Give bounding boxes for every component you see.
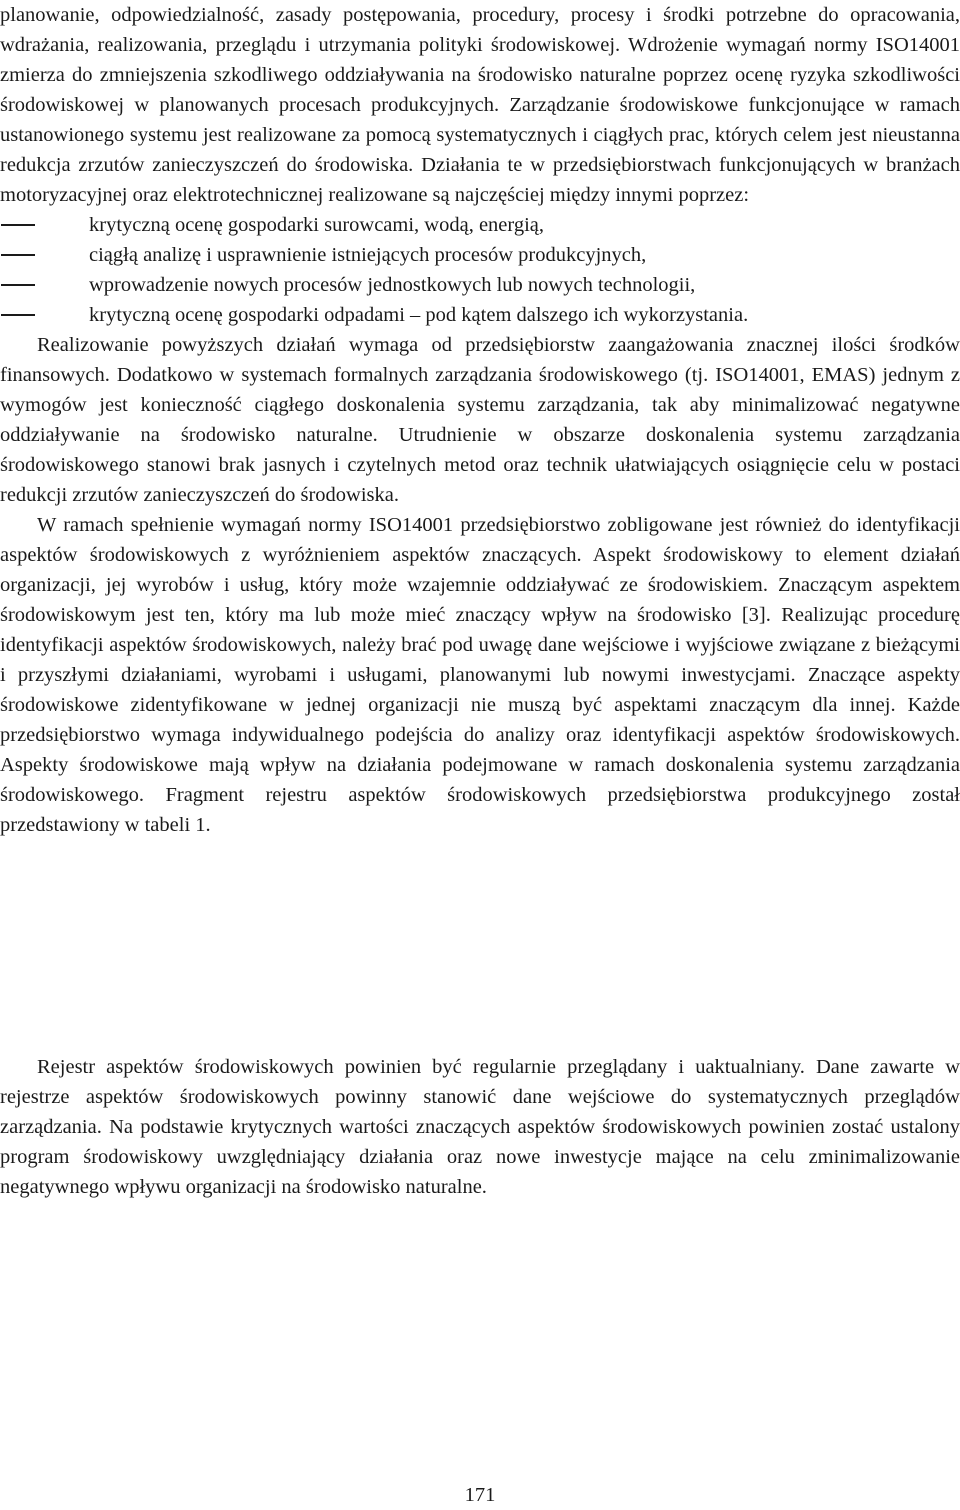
list-item-text: krytyczną ocenę gospodarki odpadami – pod kątem dalszego ich wykorzystania.: [89, 304, 749, 326]
list-item: [0, 240, 960, 270]
register-text-block: [0, 1052, 960, 1202]
list-item: [0, 270, 960, 300]
paragraph-continuation: planowanie, odpowiedzialność, zasady postępowania, procedury, procesy i środki potrzebne do opracowania, wdrażania, realizowania, przeglądu i utrzymania polityki środowiskowej. Wdrożenie wymagań normy ISO14001 zmierza do zmniejszenia szkodliwego oddziaływania na środowisko naturalne poprzez ocenę ryzyka szkodliwości środowiskowej w planowanych procesach produkcyjnych. Zarządzanie środowiskowe funkcjonujące w ramach ustanowionego systemu jest realizowane za pomocą systematycznych i ciągłych prac, których celem jest nieustanna redukcja zrzutów zanieczyszczeń do środowiska. Działania te w przedsiębiorstwach funkcjonujących w branżach motoryzacyjnej oraz elektrotechnicznej realizowane są najczęściej między innymi poprzez:: [0, 4, 960, 206]
dash-bullet-icon: [1, 254, 35, 256]
paragraph-aspects-register: Rejestr aspektów środowiskowych powinien być regularnie przeglądany i uaktualniany. Dane zawarte w rejestrze aspektów środowiskowych powinny stanowić dane wejściowe do systematycznych przeglądów zarządzania. Na podstawie krytycznych wartości znaczących aspektów środowiskowych powinien zostać ustalony program środowiskowy uwzględniający działania oraz nowe inwestycje mające na celu zminimalizowanie negatywnego wpływu organizacji na środowisko naturalne.: [0, 1056, 960, 1198]
paragraph-environmental-aspects: W ramach spełnienie wymagań normy ISO14001 przedsiębiorstwo zobligowane jest również do identyfikacji aspektów środowiskowych z wyróżnieniem aspektów znaczących. Aspekt środowiskowy to element działań organizacji, jej wyrobów i usług, który może wzajemnie oddziaływać ze środowiskiem. Znaczącym aspektem środowiskowym jest ten, który ma lub może mieć znaczący wpływ na środowisko [3]. Realizując procedurę identyfikacji aspektów środowiskowych, należy brać pod uwagę dane wejściowe i wyjściowe związane z bieżącymi i przyszłymi działaniami, wyrobami i usługami, planowanymi lub nowymi inwestycjami. Znaczące aspekty środowiskowe zidentyfikowane w jednej organizacji nie muszą być aspektami znaczącym dla innej. Każde przedsiębiorstwo wymaga indywidualnego podejścia do analizy oraz identyfikacji aspektów środowiskowych. Aspekty środowiskowe mają wpływ na działania podejmowane w ramach doskonalenia systemu zarządzania środowiskowego. Fragment rejestru aspektów środowiskowych przedsiębiorstwa produkcyjnego został przedstawiony w tabeli 1.: [0, 514, 960, 836]
list-item: [0, 300, 960, 330]
dash-bullet-icon: [1, 314, 35, 316]
dash-bullet-icon: [1, 284, 35, 286]
list-item-text: wprowadzenie nowych procesów jednostkowych lub nowych technologii,: [89, 274, 696, 296]
list-item-text: ciągłą analizę i usprawnienie istniejących procesów produkcyjnych,: [89, 244, 647, 266]
paragraph-financial-resources: Realizowanie powyższych działań wymaga od przedsiębiorstw zaangażowania znacznej ilości środków finansowych. Dodatkowo w systemach formalnych zarządzania środowiskowego (tj. ISO14001, EMAS) jednym z wymogów jest konieczność ciągłego doskonalenia systemu zarządzania, tak aby minimalizować negatywne oddziaływanie na środowisko naturalne. Utrudnienie w obszarze doskonalenia systemu zarządzania środowiskowego stanowi brak jasnych i czytelnych metod oraz technik ułatwiających osiągnięcie celu w postaci redukcji zrzutów zanieczyszczeń do środowiska.: [0, 334, 960, 506]
dash-bullet-icon: [1, 224, 35, 226]
activity-list: [0, 210, 960, 330]
list-item: [0, 210, 960, 240]
list-item-text: krytyczną ocenę gospodarki surowcami, wodą, energią,: [89, 214, 545, 236]
page-number: 171: [464, 1484, 496, 1506]
